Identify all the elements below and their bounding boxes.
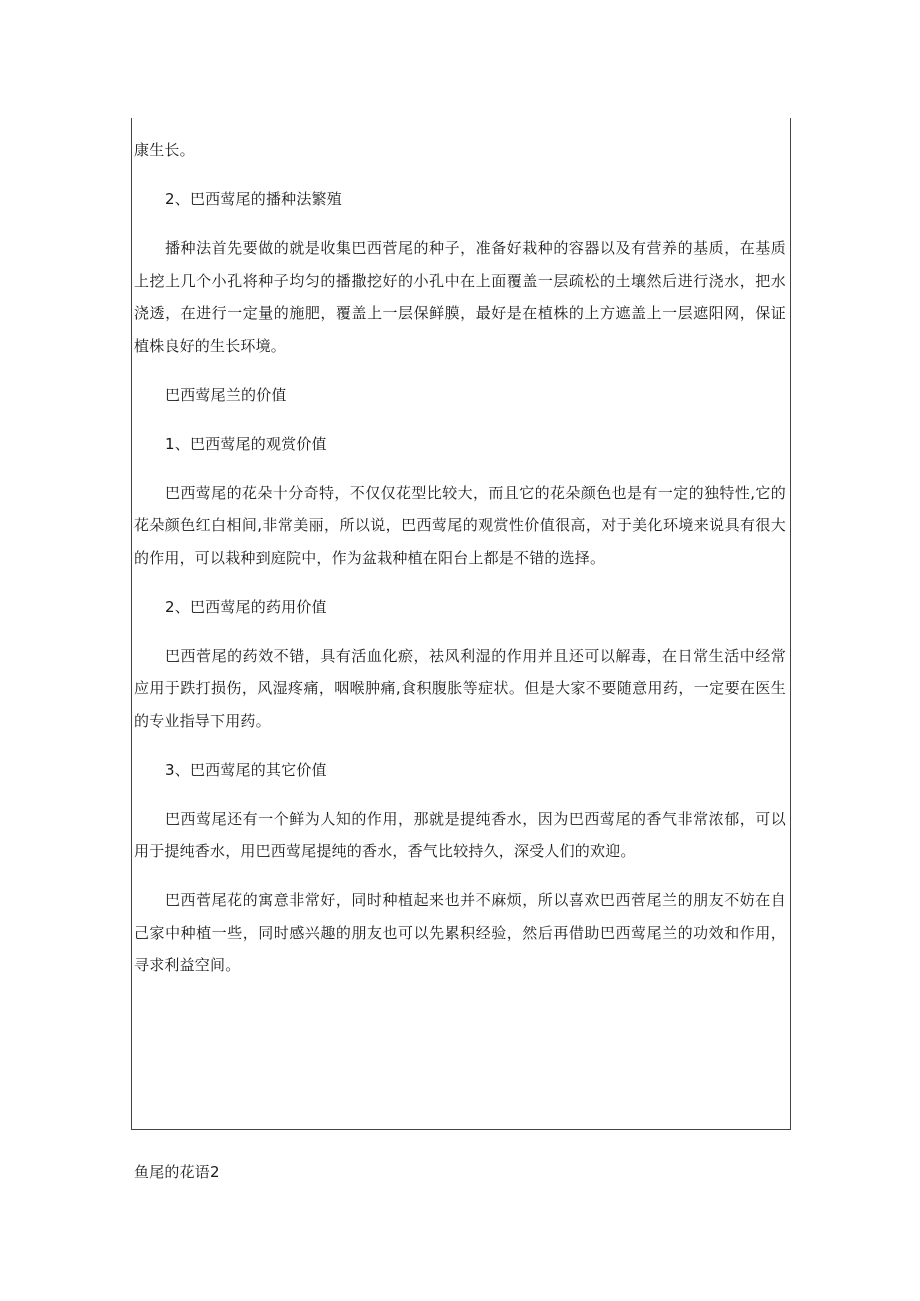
medicinal-value-paragraph: 巴西菅尾的药效不错，具有活血化瘀，祛风利湿的作用并且还可以解毒，在日常生活中经常应用于跌打损伤，风湿疼痛，咽喉肿痛,食积腹胀等症状。但是大家不要随意用药，一定要在医生的专业指导下用药。 xyxy=(134,646,786,730)
continuation-text: 康生长。 xyxy=(134,141,195,159)
other-value-paragraph: 巴西莺尾还有一个鲜为人知的作用，那就是提纯香水，因为巴西莺尾的香气非常浓郁，可以用于提纯香水，用巴西莺尾提纯的香水，香气比较持久，深受人们的欢迎。 xyxy=(134,809,786,860)
next-article-title: 鱼尾的花语2 xyxy=(134,1163,220,1181)
medicinal-value-heading: 2、巴西莺尾的药用价值 xyxy=(165,597,327,616)
value-section-title: 巴西莺尾兰的价值 xyxy=(165,385,287,404)
ornamental-value-paragraph: 巴西莺尾的花朵十分奇特，不仅仅花型比较大，而且它的花朵颜色也是有一定的独特性,它的花朵颜色红白相间,非常美丽，所以说，巴西莺尾的观赏性价值很高，对于美化环境来说具有很大的作用，可以栽种到庭院中，作为盆栽种植在阳台上都是不错的选择。 xyxy=(134,483,786,567)
seed-propagation-heading: 2、巴西莺尾的播种法繁殖 xyxy=(165,190,342,208)
document-body xyxy=(134,134,786,998)
ornamental-value-heading: 1、巴西莺尾的观赏价值 xyxy=(165,434,327,453)
seed-propagation-paragraph: 播种法首先要做的就是收集巴西菅尾的种子，准备好栽种的容器以及有营养的基质，在基质上挖上几个小孔将种子均匀的播撒挖好的小孔中在上面覆盖一层疏松的土壤然后进行浇水，把水浇透，在进行一定量的施肥，覆盖上一层保鲜膜，最好是在植株的上方遮盖上一层遮阳网，保证植株良好的生长环境。 xyxy=(134,239,786,355)
other-value-heading: 3、巴西莺尾的其它价值 xyxy=(165,760,327,779)
closing-paragraph: 巴西菅尾花的寓意非常好，同时种植起来也并不麻烦，所以喜欢巴西菅尾兰的朋友不妨在自己家中种植一些，同时感兴趣的朋友也可以先累积经验，然后再借助巴西莺尾兰的功效和作用，寻求利益空间。 xyxy=(134,891,786,974)
